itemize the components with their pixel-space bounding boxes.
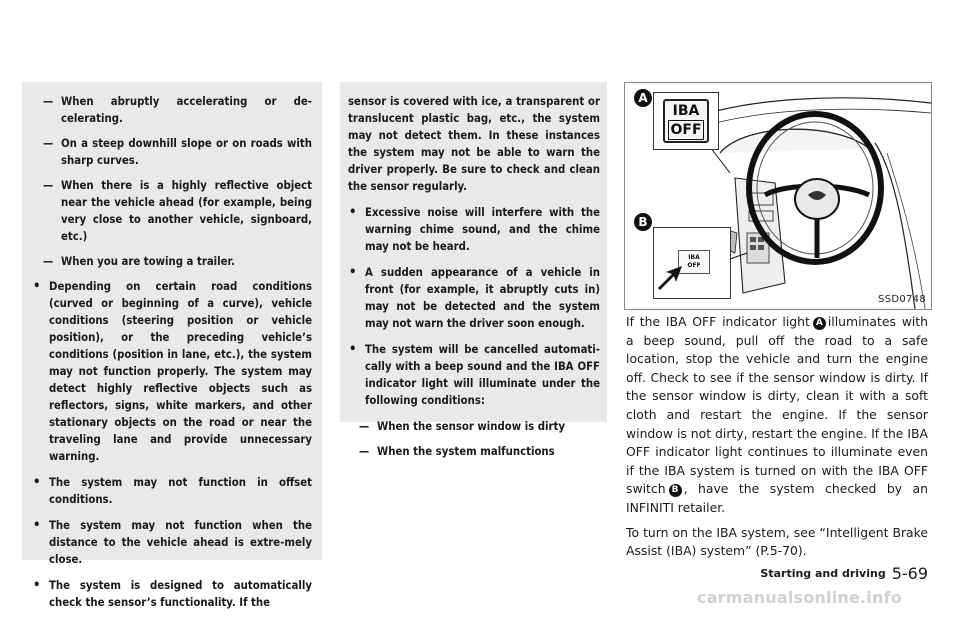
warning-bullet-text: The system may not function in offset conditions. (49, 476, 312, 506)
condition-item (348, 418, 600, 435)
dash-marker: — (359, 445, 370, 458)
bullet-marker: • (349, 205, 357, 220)
right-column-text (626, 313, 928, 567)
para-text-middle: illuminates with a beep sound, pull off the road to a safe location, stop the vehicle and turn the engine off. Check to see if the sensor window is dirty. If the sensor window is dirty, clean it with a soft cloth and restart the engine. If the sensor window is not dirty, restart the engine. If the IBA OFF indicator light continues to illuminate even if the IBA system is turned on with the IBA OFF switch (626, 314, 928, 497)
section-name: Starting and driving (760, 567, 886, 580)
dash-marker: — (43, 179, 54, 192)
page-footer (760, 564, 928, 583)
bullet-marker: • (33, 279, 41, 294)
iba-off-indicator-light (663, 99, 709, 143)
switch-inset (653, 227, 731, 299)
warning-sub-item (32, 177, 312, 245)
bullet-marker: • (349, 265, 357, 280)
switch-label-iba: IBA (688, 254, 700, 261)
warning-sub-item (32, 93, 312, 127)
mid-column (348, 93, 600, 468)
bullet-marker: • (33, 578, 41, 593)
switch-label-off: OFF (687, 262, 701, 269)
warning-bullet-text: Excessive noise will interfere with the warning chime sound, and the chime may not be heard. (365, 206, 600, 253)
warning-bullet-text: The system is designed to automatically check the sensor’s functionality. If the (49, 579, 312, 609)
bullet-marker: • (349, 342, 357, 357)
warning-continuation: sensor is covered with ice, a transparent or translucent plastic bag, etc., the system may not detect them. In these instances the system may not be able to warn the driver properly. Be sure to check and clean the sensor regularly. (348, 95, 600, 193)
warning-bullet (348, 341, 600, 409)
warning-sub-text: When there is a highly reflective object near the vehicle ahead (for example, being very close to another vehicle, signboard, etc.) (61, 179, 312, 243)
dash-marker: — (43, 255, 54, 268)
warning-bullet-text: A sudden appearance of a vehicle in front (for example, it abruptly cuts in) may not be detected and the system may not warn the driver soon enough. (365, 266, 600, 330)
left-column (32, 93, 312, 620)
warning-bullet (32, 474, 312, 508)
condition-text: When the system malfunctions (377, 445, 555, 458)
warning-bullet-text: Depending on certain road conditions (curved or beginning of a curve), vehicle conditions (steering position or vehicle position), or the preceding vehicle’s conditions (position in lane, etc.), the system may not function properly. The system may detect highly reflective objects such as reflectors, signs, white markers, and other stationary objects on the road or near the traveling lane and provide unnecessary warning. (49, 280, 312, 463)
marker-a-icon: A (813, 317, 826, 330)
warning-sub-text: When you are towing a trailer. (61, 255, 235, 268)
indicator-label-off: OFF (668, 120, 704, 140)
pointer-arrow-icon (656, 264, 686, 290)
warning-sub-text: On a steep downhill slope or on roads with sharp curves. (61, 137, 312, 167)
warning-sub-text: When abruptly accelerating or de-celerating. (61, 95, 312, 125)
warning-bullet (32, 278, 312, 465)
callout-b: B (634, 213, 652, 231)
warning-bullet (32, 517, 312, 568)
para-text-end: , have the system checked by an INFINITI retailer. (626, 481, 928, 515)
warning-bullet (348, 264, 600, 332)
iba-on-paragraph: To turn on the IBA system, see “Intelligent Brake Assist (IBA) system” (P.5-70). (626, 524, 928, 559)
figure-code: SSD0748 (878, 294, 926, 305)
bullet-marker: • (33, 475, 41, 490)
condition-item (348, 443, 600, 460)
dash-marker: — (359, 420, 370, 433)
warning-bullet-text: The system will be cancelled automati-cally with a beep sound and the IBA OFF indicator light will illuminate under the following conditions: (365, 343, 600, 407)
warning-bullet (348, 204, 600, 255)
warning-sub-item (32, 253, 312, 270)
bullet-marker: • (33, 518, 41, 533)
dash-marker: — (43, 95, 54, 108)
indicator-inset (653, 92, 719, 150)
dashboard-illustration (624, 82, 932, 310)
warning-bullet-text: The system may not function when the distance to the vehicle ahead is extre-mely close. (49, 519, 312, 566)
para-text-start: If the IBA OFF indicator light (626, 314, 810, 329)
warning-sub-item (32, 135, 312, 169)
marker-b-icon: B (669, 484, 682, 497)
indicator-label-iba: IBA (672, 103, 700, 119)
page-number: 5-69 (891, 564, 928, 583)
callout-a: A (634, 89, 652, 107)
watermark-text: carmanualsonline.info (697, 588, 902, 607)
iba-off-paragraph (626, 313, 928, 518)
dash-marker: — (43, 137, 54, 150)
condition-text: When the sensor window is dirty (377, 420, 566, 433)
warning-bullet (32, 577, 312, 611)
